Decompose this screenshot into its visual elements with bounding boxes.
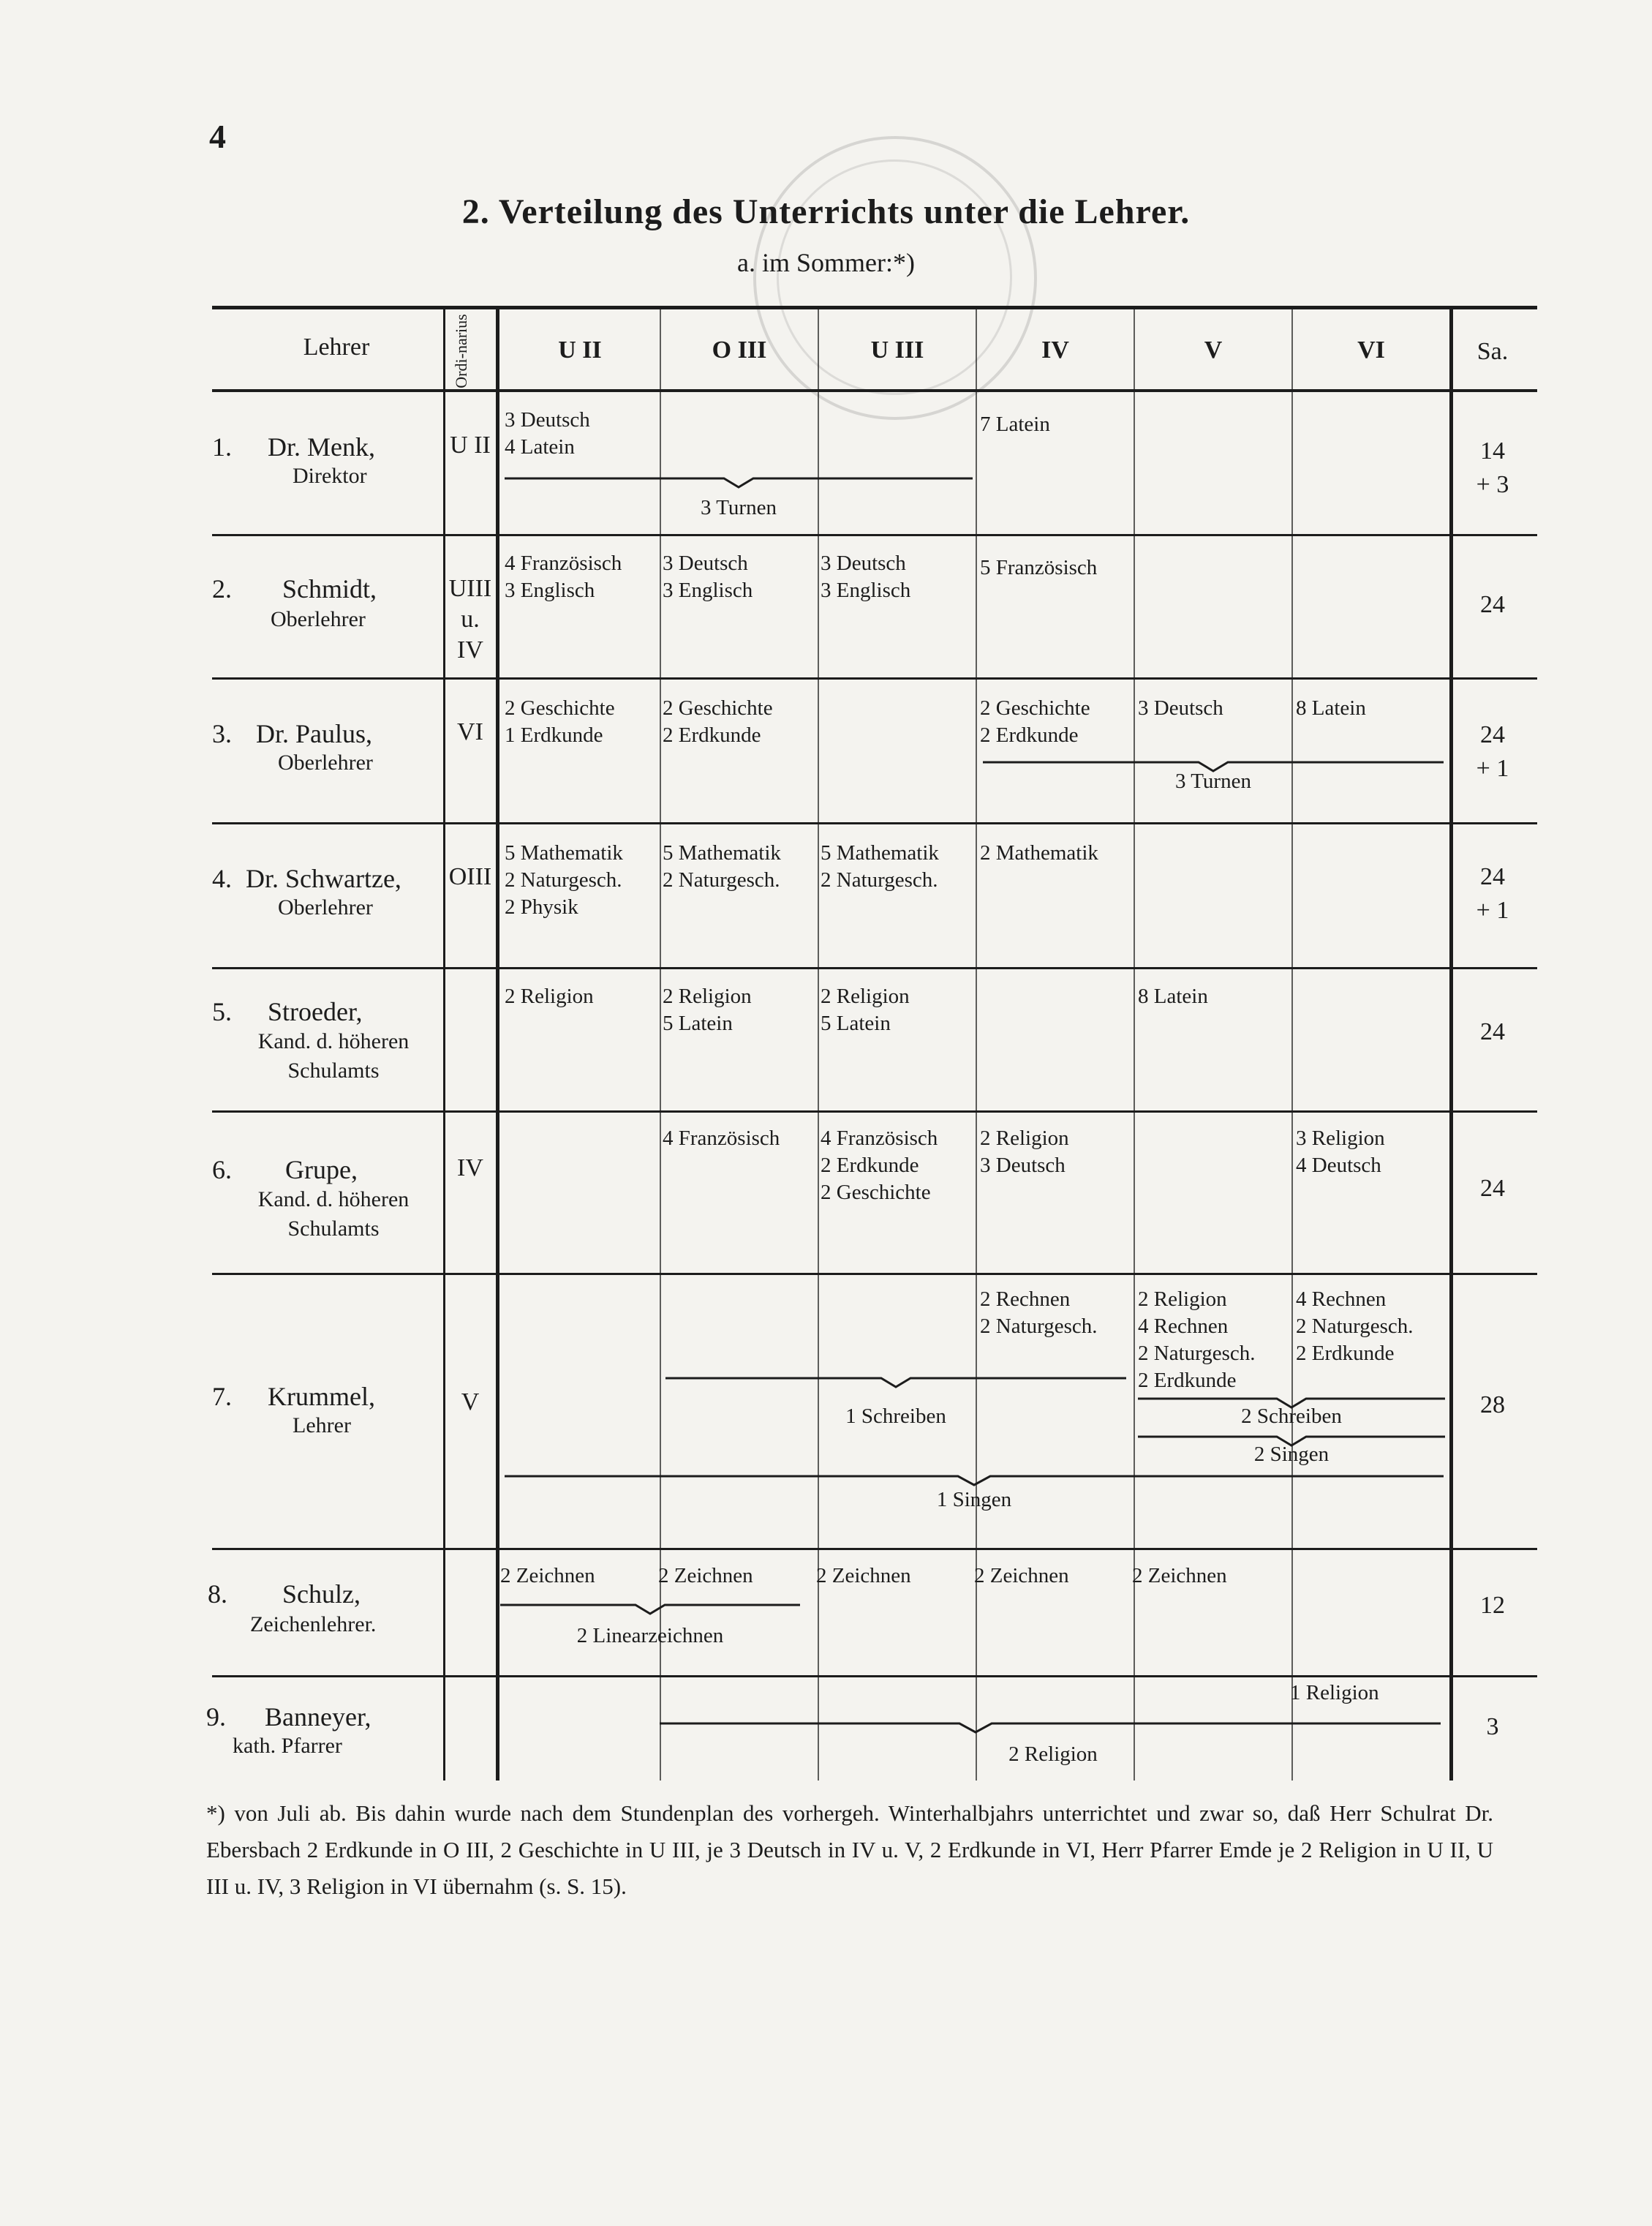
row6-number: 6. xyxy=(212,1155,232,1184)
row-rule-5 xyxy=(212,1110,1537,1113)
row4-iv: 2 Mathematik xyxy=(980,841,1098,865)
row8-uiii: 2 Zeichnen xyxy=(816,1564,911,1587)
row5-uii: 2 Religion xyxy=(505,985,594,1008)
row-rule-2 xyxy=(212,677,1537,680)
row7-vi: 4 Rechnen 2 Naturgesch. 2 Erdkunde xyxy=(1296,1287,1414,1365)
row4-number: 4. xyxy=(212,864,232,893)
row1-role: Direktor xyxy=(293,464,367,488)
header-vi: VI xyxy=(1357,336,1385,364)
row1-iv: 7 Latein xyxy=(980,413,1050,436)
page-title: 2. Verteilung des Unterrichts unter die Lehrer. xyxy=(461,192,1191,231)
row8-role: Zeichenlehrer. xyxy=(250,1612,377,1636)
col-rule-ord-left xyxy=(443,306,445,1781)
row7-name: Krummel, xyxy=(268,1382,375,1411)
row5-name: Stroeder, xyxy=(268,997,363,1026)
row7-span-singen-1: 1 Singen xyxy=(936,1488,1012,1511)
header-uiii: U III xyxy=(870,336,924,364)
col-rule-ord-right xyxy=(496,306,499,1781)
row9-role: kath. Pfarrer xyxy=(233,1734,342,1758)
row3-oiii: 2 Geschichte 2 Erdkunde xyxy=(663,696,773,747)
row7-brace-schreiben-1 xyxy=(665,1368,1126,1390)
row3-vi: 8 Latein xyxy=(1296,696,1366,720)
row4-oiii: 5 Mathematik 2 Naturgesch. xyxy=(663,841,781,892)
page-subtitle: a. im Sommer:*) xyxy=(737,248,915,277)
row8-iv: 2 Zeichnen xyxy=(974,1564,1069,1587)
row5-v: 8 Latein xyxy=(1138,985,1208,1008)
row7-brace-singen-1 xyxy=(505,1466,1444,1488)
row5-oiii: 2 Religion 5 Latein xyxy=(663,985,752,1035)
row4-role: Oberlehrer xyxy=(278,895,373,920)
row3-name: Dr. Paulus, xyxy=(256,719,373,748)
row9-number: 9. xyxy=(206,1702,226,1731)
row3-number: 3. xyxy=(212,719,232,748)
row4-name: Dr. Schwartze, xyxy=(246,864,401,893)
row8-span-linearzeichnen: 2 Linearzeichnen xyxy=(576,1624,724,1647)
row8-uii: 2 Zeichnen xyxy=(500,1564,595,1587)
row9-brace xyxy=(660,1713,1441,1735)
row5-sum: 24 xyxy=(1480,1018,1505,1045)
row4-ordinarius: OIII xyxy=(448,863,492,890)
row1-uii: 3 Deutsch 4 Latein xyxy=(505,408,590,459)
row9-name: Banneyer, xyxy=(265,1702,371,1731)
row7-v: 2 Religion 4 Rechnen 2 Naturgesch. 2 Erdkunde xyxy=(1138,1287,1256,1392)
row6-ordinarius: IV xyxy=(457,1154,483,1181)
row7-number: 7. xyxy=(212,1382,232,1411)
row2-uiii: 3 Deutsch 3 Englisch xyxy=(821,552,911,602)
header-ordinarius-label: Ordi-narius xyxy=(452,314,470,388)
row7-iv: 2 Rechnen 2 Naturgesch. xyxy=(980,1287,1098,1338)
row2-number: 2. xyxy=(212,574,232,603)
row-rule-8 xyxy=(212,1675,1537,1677)
col-rule-uiii xyxy=(976,306,977,1781)
row-rule-1 xyxy=(212,534,1537,536)
row1-name: Dr. Menk, xyxy=(268,432,375,462)
header-ordinarius xyxy=(443,315,480,388)
row2-name: Schmidt, xyxy=(282,574,377,603)
header-uii: U II xyxy=(558,336,602,364)
row-rule-6 xyxy=(212,1273,1537,1275)
row7-ordinarius: V xyxy=(461,1388,480,1415)
row5-number: 5. xyxy=(212,997,232,1026)
row7-span-singen-2: 2 Singen xyxy=(1253,1443,1329,1466)
row6-oiii: 4 Französisch xyxy=(663,1127,780,1150)
row7-sum: 28 xyxy=(1480,1391,1505,1418)
row3-sum: 24 + 1 xyxy=(1476,721,1509,782)
row8-brace xyxy=(500,1595,800,1617)
row3-span-turnen: 3 Turnen xyxy=(1175,770,1251,793)
row1-ordinarius: U II xyxy=(450,432,491,459)
row3-v: 3 Deutsch xyxy=(1138,696,1223,720)
row3-iv: 2 Geschichte 2 Erdkunde xyxy=(980,696,1090,747)
col-rule-iv xyxy=(1134,306,1135,1781)
row6-uiii: 4 Französisch 2 Erdkunde 2 Geschichte xyxy=(821,1127,938,1204)
row9-span-religion: 2 Religion xyxy=(1008,1742,1098,1766)
row-rule-3 xyxy=(212,822,1537,824)
row2-ordinarius: UIII u. IV xyxy=(448,575,492,663)
row1-span-turnen: 3 Turnen xyxy=(701,496,777,519)
row9-sum: 3 xyxy=(1486,1713,1499,1740)
row7-span-schreiben-1: 1 Schreiben xyxy=(845,1405,946,1428)
row2-sum: 24 xyxy=(1480,591,1505,618)
row6-name: Grupe, xyxy=(285,1155,358,1184)
row3-ordinarius: VI xyxy=(457,718,483,745)
row4-sum: 24 + 1 xyxy=(1476,863,1509,924)
row1-brace xyxy=(505,468,973,490)
row3-role: Oberlehrer xyxy=(278,751,373,775)
row8-sum: 12 xyxy=(1480,1592,1505,1619)
row7-role: Lehrer xyxy=(293,1413,351,1437)
col-rule-v xyxy=(1291,306,1293,1781)
table-top-rule xyxy=(212,306,1537,309)
row1-number: 1. xyxy=(212,432,232,462)
row4-uiii: 5 Mathematik 2 Naturgesch. xyxy=(821,841,939,892)
header-sa: Sa. xyxy=(1476,338,1509,365)
row5-role: Kand. d. höheren Schulamts xyxy=(257,1029,410,1083)
row1-sum: 14 + 3 xyxy=(1476,437,1509,498)
row6-sum: 24 xyxy=(1480,1175,1505,1202)
page-number: 4 xyxy=(209,118,226,155)
row9-vi: 1 Religion xyxy=(1290,1681,1379,1704)
row7-span-schreiben-2: 2 Schreiben xyxy=(1241,1405,1342,1428)
row3-uii: 2 Geschichte 1 Erdkunde xyxy=(505,696,615,747)
row-rule-7 xyxy=(212,1548,1537,1550)
row8-name: Schulz, xyxy=(282,1579,361,1609)
footnote: *) von Juli ab. Bis dahin wurde nach dem Stundenplan des vorhergeh. Winterhalbjahrs unterrichtet und zwar so, daß Herr Schulrat Dr. Ebersbach 2 Erdkunde in O III, 2 Geschichte in U III, je 3 Deutsch in IV u. V, 2 Erdkunde in VI, Herr Pfarrer Emde je 2 Religion in U II, U III u. IV, 3 Religion in VI übernahm (s. S. 15). xyxy=(206,1800,1493,1899)
col-rule-uii xyxy=(660,306,661,1781)
header-lehrer: Lehrer xyxy=(303,334,370,361)
header-iv: IV xyxy=(1041,336,1069,364)
row2-role: Oberlehrer xyxy=(271,607,366,631)
row8-oiii: 2 Zeichnen xyxy=(658,1564,753,1587)
row4-uii: 5 Mathematik 2 Naturgesch. 2 Physik xyxy=(505,841,623,919)
row6-vi: 3 Religion 4 Deutsch xyxy=(1296,1127,1385,1177)
row6-iv: 2 Religion 3 Deutsch xyxy=(980,1127,1069,1177)
col-rule-oiii xyxy=(818,306,819,1781)
row-rule-4 xyxy=(212,967,1537,969)
row8-number: 8. xyxy=(208,1579,227,1609)
row6-role: Kand. d. höheren Schulamts xyxy=(257,1187,410,1241)
row5-uiii: 2 Religion 5 Latein xyxy=(821,985,910,1035)
row8-v: 2 Zeichnen xyxy=(1132,1564,1227,1587)
row2-iv: 5 Französisch xyxy=(980,556,1098,579)
header-v: V xyxy=(1204,336,1223,364)
header-oiii: O III xyxy=(712,336,767,364)
row2-uii: 4 Französisch 3 Englisch xyxy=(505,552,622,602)
row2-oiii: 3 Deutsch 3 Englisch xyxy=(663,552,753,602)
header-bottom-rule xyxy=(212,389,1537,392)
